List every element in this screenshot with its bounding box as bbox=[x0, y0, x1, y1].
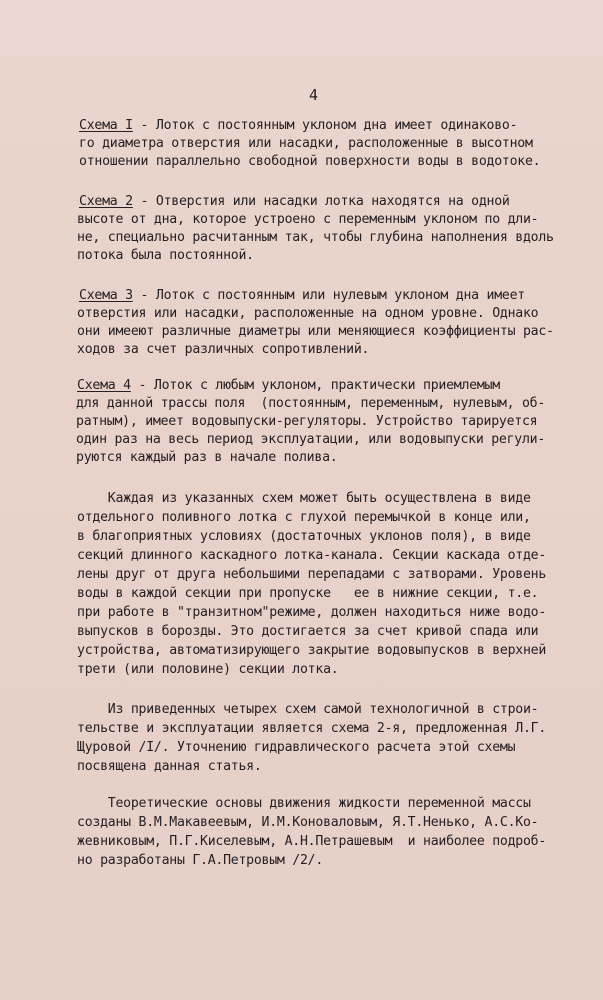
scheme-4-line: руются каждый раз в начале полива. bbox=[76, 450, 338, 465]
body-line: отдельного поливного лотка с глухой перемычкой в конце или, bbox=[77, 510, 531, 525]
body-line: выпусков в борозды. Это достигается за счет кривой спада или bbox=[77, 624, 539, 639]
scheme-3-line: они имееют различные диаметры или меняющиеся коэффициенты рас- bbox=[77, 324, 554, 339]
body-line: тельстве и эксплуатации является схема 2-я, предложенная Л.Г. bbox=[77, 721, 547, 736]
scheme-3-line: отверстия или насадки, расположенные на одном уровне. Однако bbox=[77, 306, 539, 321]
scheme-1-line: го диаметра отверстия или насадки, расположенные в высотном bbox=[79, 136, 533, 151]
body-line: Щуровой /I/. Уточнению гидравлического расчета этой схемы bbox=[77, 740, 516, 755]
body-line: воды в каждой секции при пропуске ее в нижние секции, т.е. bbox=[77, 586, 539, 601]
body-line: Каждая из указанных схем может быть осуществлена в виде bbox=[77, 491, 531, 506]
scheme-2-label: Схема 2 bbox=[79, 194, 133, 209]
body-line: Из приведенных четырех схем самой технологичной в строи- bbox=[77, 702, 539, 717]
scheme-4-line: для данной трассы поля (постоянным, переменным, нулевым, об- bbox=[76, 396, 546, 411]
scheme-3-first-line-rest: - Лоток с постоянным или нулевым уклоном дна имеет bbox=[132, 288, 525, 303]
body-line: устройства, автоматизирующего закрытие водовыпусков в верхней bbox=[77, 643, 547, 658]
body-line: трети (или половине) секции лотка. bbox=[77, 662, 339, 677]
scheme-1-line: отношении параллельно свободной поверхности воды в водотоке. bbox=[79, 154, 541, 169]
scheme-4-line: один раз на весь период эксплуатации, или водовыпуски регули- bbox=[76, 432, 546, 447]
body-line: секций длинного каскадного лотка-канала. Секции каскада отде- bbox=[77, 548, 547, 563]
body-line: Теоретические основы движения жидкости переменной массы bbox=[77, 796, 531, 811]
scheme-4-line: ратным), имеет водовыпуски-регуляторы. Устройство тарируется bbox=[76, 414, 538, 429]
scheme-2-line: не, специально расчитанным так, чтобы глубина наполнения вдоль bbox=[77, 230, 554, 245]
scheme-2-first-line bbox=[79, 193, 510, 211]
scheme-2-line: потока была постоянной. bbox=[77, 248, 254, 263]
body-line: лены друг от друга небольшими перепадами с затворами. Уровень bbox=[77, 567, 547, 582]
scheme-4-first-line-rest: - Лоток с любым уклоном, практически приемлемым bbox=[130, 378, 500, 393]
scheme-3-line: ходов за счет различных сопротивлений. bbox=[77, 342, 370, 357]
body-line: в благоприятных условиях (достаточных уклонов поля), в виде bbox=[77, 529, 531, 544]
scheme-2-line: высоте от дна, которое устроено с переменным уклоном по дли- bbox=[77, 212, 539, 227]
scheme-3-label: Схема 3 bbox=[79, 288, 133, 303]
scheme-2-first-line-rest: - Отверстия или насадки лотка находятся на одной bbox=[132, 194, 510, 209]
scheme-4-first-line bbox=[77, 377, 500, 395]
body-line: жевниковым, П.Г.Киселевым, А.Н.Петрашевым и наиболее подроб- bbox=[77, 834, 547, 849]
body-line: посвящена данная статья. bbox=[77, 759, 262, 774]
scheme-3-first-line bbox=[79, 287, 525, 305]
body-line: при работе в "транзитном"режиме, должен находиться ниже водо- bbox=[77, 605, 547, 620]
scheme-1-first-line-rest: - Лоток с постоянным уклоном дна имеет одинаково- bbox=[132, 118, 518, 133]
scheme-1-first-line bbox=[79, 117, 517, 135]
body-line: созданы В.М.Макавеевым, И.М.Коноваловым, Я.Т.Ненько, А.С.Ко- bbox=[77, 815, 539, 830]
body-line: но разработаны Г.А.Петровым /2/. bbox=[77, 853, 324, 868]
scheme-4-label: Схема 4 bbox=[77, 378, 131, 393]
page-number: 4 bbox=[309, 86, 319, 104]
scheme-1-label: Схема I bbox=[79, 118, 133, 133]
